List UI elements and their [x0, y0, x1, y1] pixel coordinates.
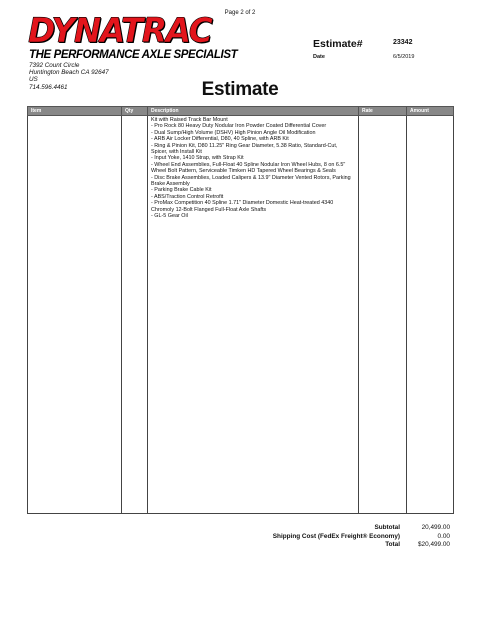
shipping-label: Shipping Cost (FedEx Freight® Economy): [272, 532, 400, 540]
description-line: - Ring & Pinion Kit, D80 11.25" Ring Gear Diameter, 5.38 Ratio, Standard-Cut, Spicer, with Install Kit: [151, 142, 338, 156]
address-line: US: [29, 76, 38, 84]
total-value: $20,499.00: [418, 541, 450, 548]
item-cell: [28, 116, 122, 514]
address-line: 7392 Count Circle: [29, 62, 80, 69]
column-header-amount: Amount: [407, 107, 454, 116]
phone-number: 714.596.4461: [29, 83, 68, 91]
table-header-row: [28, 107, 454, 116]
date-label: Date: [313, 54, 325, 60]
description-line: - ABS/Traction Control Retrofit: [151, 193, 224, 200]
subtotal-value: 20,499.00: [421, 524, 450, 531]
totals-block: [250, 524, 450, 550]
column-header-description: Description: [148, 107, 359, 116]
subtotal-row: [250, 524, 450, 533]
total-label: Total: [385, 541, 400, 548]
description-line: - Parking Brake Cable Kit: [151, 187, 212, 194]
subtotal-label: Subtotal: [374, 524, 400, 531]
estimate-number: 23342: [393, 39, 413, 46]
description-line: - ProMax Competition 40 Spline 1.71" Diameter Domestic Heat-treated 4340 Chromoly 12-Bolt Flanged Full-Float Axle Shafts: [151, 200, 334, 213]
column-header-qty: Qty: [122, 107, 148, 116]
column-header-rate: Rate: [359, 107, 407, 116]
description-line: - Pro Rock 80 Heavy Duty Nodular Iron Powder Coated Differential Cover: [151, 123, 327, 130]
amount-cell: [407, 116, 454, 514]
description-line: - Disc Brake Assemblies, Loaded Calipers & 13.9" Diameter Vented Rotors, Parking Brake Assembly: [151, 174, 351, 188]
description-cell: [148, 116, 359, 514]
description-line: - Input Yoke, 1410 Strap, with Strap Kit: [151, 155, 244, 162]
table-row: [28, 116, 454, 514]
address-line: Huntington Beach CA 92647: [29, 69, 109, 77]
description-line: - Dual Sump/High Volume (DSHV) High Pinion Angle Oil Modification: [151, 129, 316, 136]
description-line: - GL-5 Gear Oil: [151, 213, 188, 220]
shipping-row: [250, 533, 450, 542]
company-tagline: THE PERFORMANCE AXLE SPECIALIST: [29, 49, 238, 61]
description-line: - Wheel End Assemblies, Full-Float 40 Spline Nodular Iron Wheel Hubs, 8 on 6.5" Wheel Bolt Pattern, Serviceable Timken HD Tapered Wheel Bearings & Seals: [151, 161, 346, 175]
rate-cell: [359, 116, 407, 514]
total-row: [250, 541, 450, 550]
date-value: 6/5/2019: [393, 54, 415, 60]
page-title: Estimate: [201, 79, 279, 100]
qty-cell: [122, 116, 148, 514]
estimate-number-label: Estimate#: [313, 38, 363, 50]
page-indicator: Page 2 of 2: [224, 10, 256, 16]
description-line: - ARB Air Locker Differential, D80, 40 Spline, with ARB Kit: [151, 136, 289, 143]
company-logo: DYNATRAC: [28, 10, 212, 51]
column-header-item: Item: [28, 107, 122, 116]
description-line: Kit with Raised Track Bar Mount: [151, 117, 228, 123]
line-items-table: [27, 106, 454, 514]
shipping-value: 0.00: [437, 532, 450, 540]
